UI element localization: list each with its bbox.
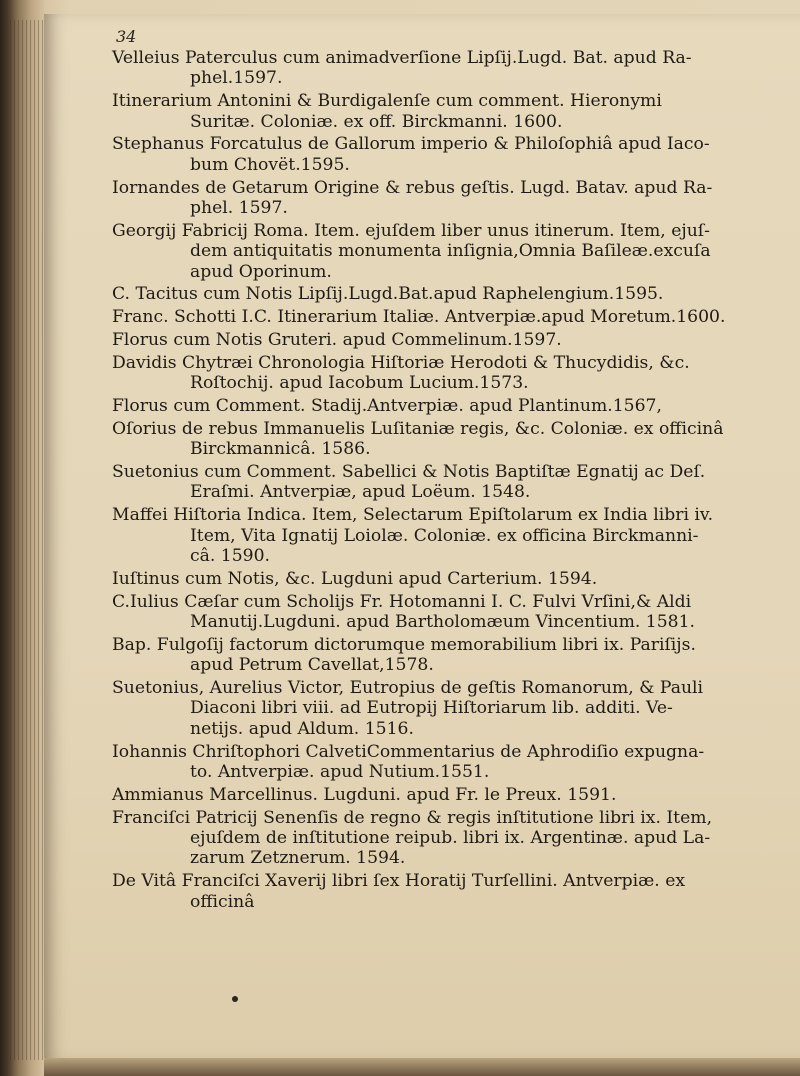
page-edges bbox=[10, 20, 44, 1060]
bibliography-entry bbox=[114, 178, 734, 219]
entry-first-line: Franciſci Patricij Senenſis de regno & regis inſtitutione libri ix. Item, bbox=[112, 807, 713, 828]
entry-continuation-line: Eraſmi. Antverpiæ, apud Loëum. 1548. bbox=[190, 482, 531, 503]
bibliography-entry bbox=[114, 569, 734, 589]
entry-continuation-line: Diaconi libri viii. ad Eutropij Hiſtoriarum lib. additi. Ve- bbox=[190, 698, 673, 719]
bibliography-entry bbox=[114, 592, 734, 633]
page-bottom-edge bbox=[44, 1058, 800, 1076]
bibliography-entry bbox=[114, 48, 734, 89]
bibliography-entry bbox=[114, 284, 734, 304]
bibliography-entry bbox=[114, 808, 734, 869]
entry-first-line: Davidis Chytræi Chronologia Hiſtoriæ Herodoti & Thucydidis, &c. bbox=[112, 352, 690, 373]
entry-continuation-line: bum Chovët.1595. bbox=[190, 154, 350, 175]
entry-first-line: Maffei Hiſtoria Indica. Item, Selectarum Epiſtolarum ex India libri iv. bbox=[112, 505, 714, 526]
entry-first-line: Georgij Fabricij Roma. Item. ejuſdem liber unus itinerum. Item, ejuſ- bbox=[112, 220, 710, 241]
bibliography-entry bbox=[114, 871, 734, 912]
entry-continuation-line: Item, Vita Ignatij Loiolæ. Coloniæ. ex officina Birckmanni- bbox=[190, 525, 699, 546]
entry-continuation-line: apud Oporinum. bbox=[190, 261, 332, 282]
entry-continuation-line: netijs. apud Aldum. 1516. bbox=[190, 718, 414, 739]
bibliography-entry bbox=[114, 419, 734, 460]
entry-first-line: C. Tacitus cum Notis Lipſij.Lugd.Bat.apud Raphelengium.1595. bbox=[112, 284, 664, 305]
entry-first-line: De Vitâ Franciſci Xaverij libri ſex Horatij Turſellini. Antverpiæ. ex bbox=[112, 871, 686, 892]
bibliography-entry bbox=[114, 785, 734, 805]
ink-dot bbox=[232, 996, 238, 1002]
entry-first-line: Stephanus Forcatulus de Gallorum imperio & Philoſophiâ apud Iaco- bbox=[112, 134, 710, 155]
bibliography-list bbox=[114, 48, 734, 914]
entry-first-line: Florus cum Notis Gruteri. apud Commelinum.1597. bbox=[112, 330, 562, 351]
entry-continuation-line: Birckmannicâ. 1586. bbox=[190, 439, 371, 460]
entry-first-line: Franc. Schotti I.C. Itinerarium Italiæ. Antverpiæ.apud Moretum.1600. bbox=[112, 307, 726, 328]
bibliography-entry bbox=[114, 396, 734, 416]
bibliography-entry bbox=[114, 353, 734, 394]
entry-continuation-line: to. Antverpiæ. apud Nutium.1551. bbox=[190, 762, 490, 783]
entry-first-line: Velleius Paterculus cum animadverſione Lipſij.Lugd. Bat. apud Ra- bbox=[112, 48, 692, 68]
entry-continuation-line: dem antiquitatis monumenta inſignia,Omnia Baſileæ.excuſa bbox=[190, 241, 711, 262]
bibliography-entry bbox=[114, 91, 734, 132]
entry-first-line: Itinerarium Antonini & Burdigalenſe cum comment. Hieronymi bbox=[112, 91, 662, 112]
entry-first-line: Suetonius cum Comment. Sabellici & Notis Baptiſtæ Egnatij ac Deſ. bbox=[112, 462, 706, 483]
entry-continuation-line: officinâ bbox=[190, 891, 255, 912]
entry-continuation-line: phel.1597. bbox=[190, 68, 283, 89]
bibliography-entry bbox=[114, 134, 734, 175]
bibliography-entry bbox=[114, 505, 734, 566]
bibliography-entry bbox=[114, 307, 734, 327]
bibliography-entry bbox=[114, 742, 734, 783]
entry-first-line: Iornandes de Getarum Origine & rebus geſtis. Lugd. Batav. apud Ra- bbox=[112, 177, 713, 198]
entry-continuation-line: ejuſdem de inſtitutione reipub. libri ix. Argentinæ. apud La- bbox=[190, 828, 711, 849]
entry-continuation-line: câ. 1590. bbox=[190, 546, 271, 567]
entry-continuation-line: Roſtochij. apud Iacobum Lucium.1573. bbox=[190, 373, 529, 394]
entry-first-line: Iuſtinus cum Notis, &c. Lugduni apud Carterium. 1594. bbox=[112, 568, 598, 589]
bibliography-entry bbox=[114, 678, 734, 739]
bibliography-entry bbox=[114, 221, 734, 282]
entry-first-line: C.Iulius Cæſar cum Scholijs Fr. Hotomanni I. C. Fulvi Vrſini,& Aldi bbox=[112, 591, 692, 612]
bibliography-entry bbox=[114, 462, 734, 503]
entry-first-line: Florus cum Comment. Stadij.Antverpiæ. apud Plantinum.1567, bbox=[112, 396, 662, 417]
entry-continuation-line: phel. 1597. bbox=[190, 198, 288, 219]
bibliography-entry bbox=[114, 635, 734, 676]
page-number: 34 bbox=[116, 27, 137, 46]
entry-continuation-line: Manutij.Lugduni. apud Bartholomæum Vincentium. 1581. bbox=[190, 612, 696, 633]
entry-first-line: Oſorius de rebus Immanuelis Luſitaniæ regis, &c. Coloniæ. ex officinâ bbox=[112, 418, 724, 439]
entry-continuation-line: Suritæ. Coloniæ. ex off. Birckmanni. 1600. bbox=[190, 111, 563, 132]
entry-first-line: Bap. Fulgoſij factorum dictorumque memorabilium libri ix. Pariſijs. bbox=[112, 634, 696, 655]
entry-first-line: Iohannis Chriſtophori CalvetiCommentarius de Aphrodiſio expugna- bbox=[112, 741, 705, 762]
entry-first-line: Suetonius, Aurelius Victor, Eutropius de geſtis Romanorum, & Pauli bbox=[112, 678, 704, 699]
entry-continuation-line: zarum Zetznerum. 1594. bbox=[190, 848, 406, 869]
entry-first-line: Ammianus Marcellinus. Lugduni. apud Fr. le Preux. 1591. bbox=[112, 784, 617, 805]
entry-continuation-line: apud Petrum Cavellat,1578. bbox=[190, 655, 434, 676]
bibliography-entry bbox=[114, 330, 734, 350]
